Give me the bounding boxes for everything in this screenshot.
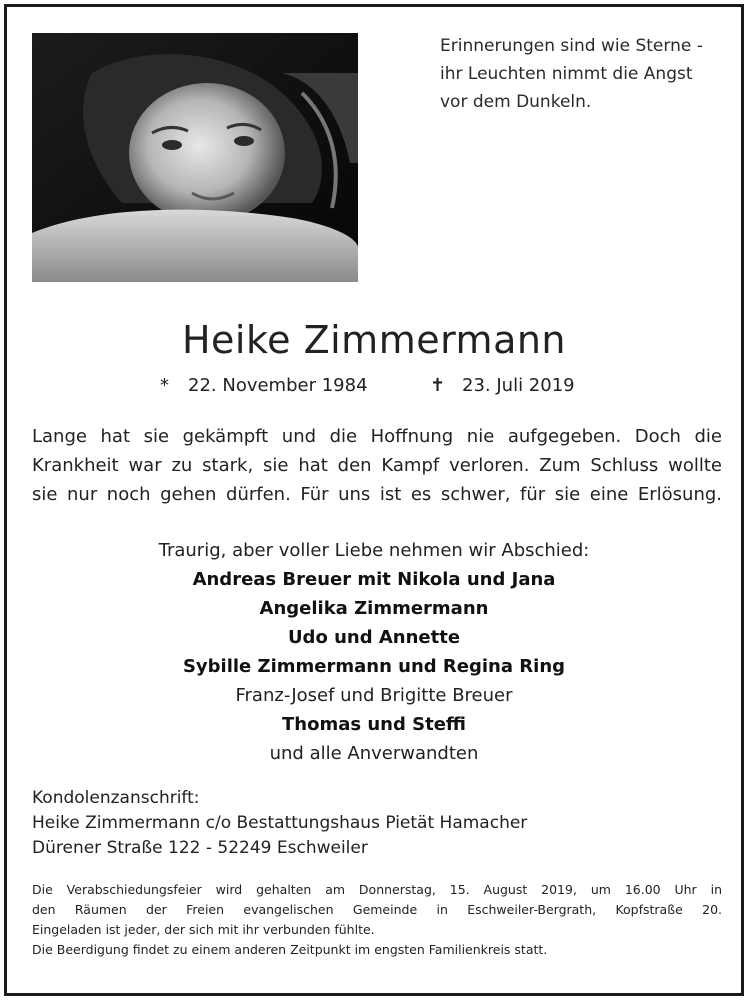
mourners-intro: Traurig, aber voller Liebe nehmen wir Abschied: bbox=[158, 540, 590, 561]
birth-star-icon: * bbox=[160, 375, 169, 396]
death-date-text: 23. Juli 2019 bbox=[462, 375, 575, 396]
mourner-name: Andreas Breuer mit Nikola und Jana bbox=[192, 569, 556, 590]
text-line: Krankheit war zu stark, sie hat den Kampf verloren. Zum Schluss wollte bbox=[32, 455, 722, 476]
mourner-name: Sybille Zimmermann und Regina Ring bbox=[182, 656, 566, 677]
address-line: Dürener Straße 122 - 52249 Eschweiler bbox=[32, 838, 368, 858]
text-line: Lange hat sie gekämpft und die Hoffnung nie aufgegeben. Doch die bbox=[32, 426, 722, 447]
cross-icon: ✝ bbox=[430, 375, 446, 396]
birth-date bbox=[160, 375, 368, 396]
info-line: Die Verabschiedungsfeier wird gehalten am Donnerstag, 15. August 2019, um 16.00 Uhr in bbox=[32, 882, 722, 897]
info-line: den Räumen der Freien evangelischen Gemeinde in Eschweiler-Bergrath, Kopfstraße 20. bbox=[32, 902, 722, 917]
quote-line: vor dem Dunkeln. bbox=[440, 92, 592, 112]
obituary-text bbox=[32, 422, 722, 509]
birth-date-text: 22. November 1984 bbox=[188, 375, 368, 396]
deceased-name: Heike Zimmermann bbox=[181, 318, 567, 362]
ceremony-info bbox=[32, 880, 722, 960]
info-line: Eingeladen ist jeder, der sich mit ihr verbunden fühlte. bbox=[32, 922, 375, 937]
mourner-name: Udo und Annette bbox=[287, 627, 461, 648]
quote-line: Erinnerungen sind wie Sterne - bbox=[440, 36, 703, 56]
death-date bbox=[430, 375, 575, 396]
condolence-address bbox=[32, 786, 527, 861]
mourner-name: Angelika Zimmermann bbox=[259, 598, 489, 619]
quote-line: ihr Leuchten nimmt die Angst bbox=[440, 64, 693, 84]
info-line: Die Beerdigung findet zu einem anderen Zeitpunkt im engsten Familienkreis statt. bbox=[32, 942, 548, 957]
mourner-name: Thomas und Steffi bbox=[282, 714, 466, 735]
mourners-closing: und alle Anverwandten bbox=[269, 743, 479, 764]
text-line: sie nur noch gehen dürfen. Für uns ist es schwer, für sie eine Erlösung. bbox=[32, 484, 722, 505]
quote bbox=[440, 32, 730, 116]
mourners-list bbox=[0, 536, 748, 768]
mourner-name: Franz-Josef und Brigitte Breuer bbox=[235, 685, 513, 706]
address-line: Heike Zimmermann c/o Bestattungshaus Pietät Hamacher bbox=[32, 813, 528, 833]
portrait-photo bbox=[32, 33, 358, 282]
address-line: Kondolenzanschrift: bbox=[32, 788, 200, 808]
